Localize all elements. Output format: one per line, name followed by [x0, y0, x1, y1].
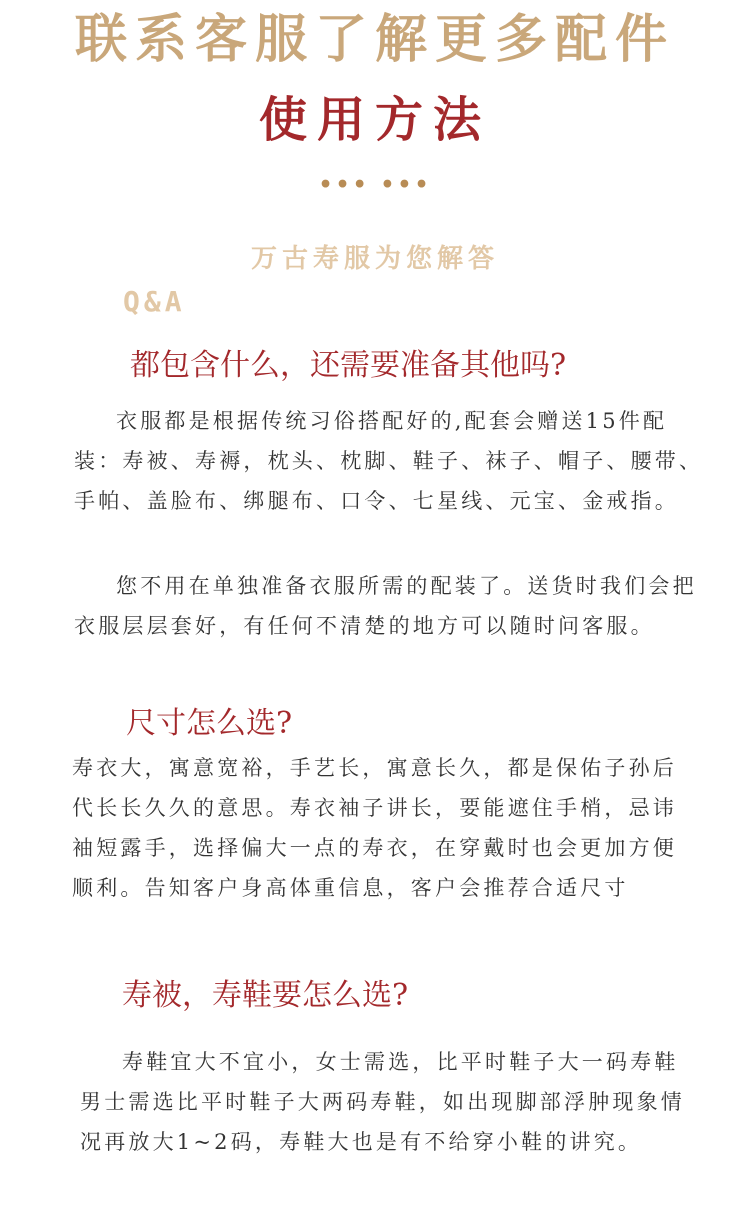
answer-by-subtitle: 万古寿服为您解答 [250, 244, 499, 274]
faq-question-1: 都包含什么，还需要准备其他吗? [130, 348, 567, 383]
section-title: 使用方法 [258, 92, 491, 148]
faq-question-2: 尺寸怎么选? [126, 706, 293, 741]
decorative-divider: ••• ••• [318, 172, 432, 198]
faq-answer-1-paragraph-1: 衣服都是根据传统习俗搭配好的,配套会赠送15件配装：寿被、寿褥，枕头、枕脚、鞋子、袜子、帽子、腰带、手帕、盖脸布、绑腿布、口令、七星线、元宝、金戒指。 [74, 409, 704, 513]
faq-answer-2: 寿衣大，寓意宽裕，手艺长，寓意长久，都是保佑子孙后代长长久久的意思。寿衣袖子讲长，要能遮住手梢，忌讳袖短露手，选择偏大一点的寿衣，在穿戴时也会更加方便顺利。告知客户身高体重信息，客户会推荐合适尺寸 [72, 756, 677, 900]
faq-answer-1-paragraph-2: 您不用在单独准备衣服所需的配装了。送货时我们会把衣服层层套好，有任何不清楚的地方可以随时问客服。 [74, 574, 697, 638]
contact-service-title: 联系客服了解更多配件 [74, 9, 675, 70]
faq-answer-3: 寿鞋宜大不宜小，女士需选，比平时鞋子大一码寿鞋男士需选比平时鞋子大两码寿鞋，如出现脚部浮肿现象情况再放大1~2码，寿鞋大也是有不给穿小鞋的讲究。 [80, 1050, 685, 1154]
faq-question-3: 寿被，寿鞋要怎么选? [122, 978, 409, 1013]
qa-label: Q&A [123, 285, 186, 318]
